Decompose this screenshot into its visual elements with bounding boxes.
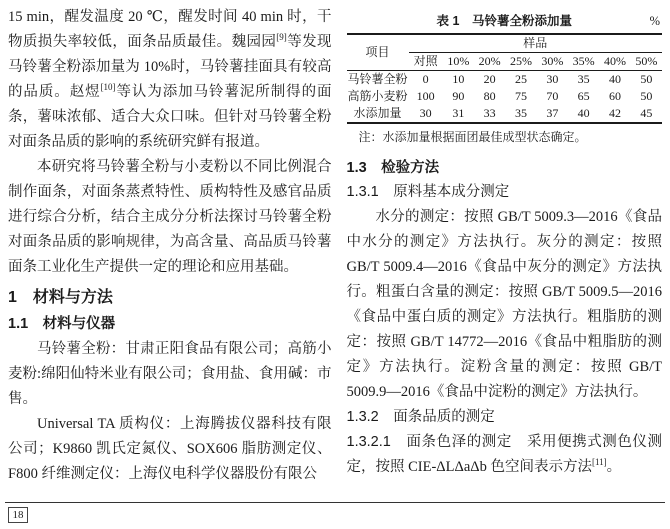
table-subheader: 50%: [631, 53, 662, 71]
table-subheader: 35%: [568, 53, 599, 71]
table-header-sample-group: 样品: [409, 34, 663, 53]
table-cell: 60: [608, 89, 621, 103]
section-heading-1-materials-methods: 1 材料与方法: [8, 289, 113, 306]
table-cell: 35: [505, 105, 536, 123]
table-cell: 42: [599, 105, 630, 123]
table-header-group-row: [347, 34, 663, 53]
table-cell: 75: [515, 89, 527, 103]
table-cell: 50: [640, 89, 653, 103]
row-label: 高筋小麦粉: [347, 89, 408, 103]
table-cell: 70: [546, 89, 559, 103]
table-cell: 45: [631, 105, 662, 123]
paragraph-composition-methods: 水分的测定：按照 GB/T 5009.3—2016《食品中水分的测定》方法执行。灰分的测定：按照 GB/T 5009.4—2016《食品中灰分的测定》方法执行。粗蛋白含量的测定：按照 GB/T 5009.5—2016《食品中蛋白质的测定》方法执行。粗脂肪的测定：按照 GB/T 14772—2016《食品中粗脂肪的测定》方法执行。淀粉含量的测定：按照 GB/T 5009.9—2016《食品中淀粉的测定》方法执行。: [346, 209, 662, 400]
table-header-item: 项目: [347, 34, 409, 71]
table-cell: 100: [416, 89, 435, 103]
table-cell: 10: [452, 72, 465, 86]
table-cell: 90: [452, 89, 465, 103]
paragraph-color-measurement: 1.3.2.1 面条色泽的测定 采用便携式测色仪测定，按照 CIE-ΔLΔaΔb 色空间表示方法[11]。: [346, 434, 662, 475]
left-column: [8, 5, 332, 487]
table-cell: 40: [608, 72, 621, 86]
table-cell: 31: [443, 105, 474, 123]
two-column-layout: [8, 5, 662, 487]
table-cell: 30: [546, 72, 559, 86]
table-cell: 65: [577, 89, 590, 103]
table-cell: 33: [474, 105, 505, 123]
section-heading-1-3-test-methods: 1.3 检验方法: [346, 160, 440, 176]
table-subheader: 40%: [599, 53, 630, 71]
table-note: 注：水添加量根据面团最佳成型状态确定。: [358, 130, 587, 144]
table-cell: 20: [483, 72, 496, 86]
table-cell: 0: [422, 72, 429, 86]
table-subheader: 25%: [505, 53, 536, 71]
table-cell: 40: [568, 105, 599, 123]
section-heading-1-3-2-noodle-quality: 1.3.2 面条品质的测定: [346, 409, 495, 425]
table-subheader: 20%: [474, 53, 505, 71]
row-label: 马铃薯全粉: [347, 72, 408, 86]
right-column: [347, 5, 663, 487]
page-number: 18: [8, 507, 28, 523]
row-label: 水添加量: [347, 105, 409, 123]
table-cell: 25: [515, 72, 527, 86]
paragraph-materials: 马铃薯全粉：甘肃正阳食品有限公司；高筋小麦粉:绵阳仙特米业有限公司；食用盐、食用碱：市售。: [8, 341, 332, 407]
table-cell: 30: [409, 105, 443, 123]
table-cell: 35: [577, 72, 590, 86]
table-subheader: 30%: [537, 53, 568, 71]
table-subheader: 对照: [409, 53, 443, 71]
paragraph-intro-continued: 15 min，醒发温度 20 ℃，醒发时间 40 min 时，干物质损失率较低，面条品质最佳。魏园园[9]等发现马铃薯全粉添加量为 10%时，马铃薯挂面具有较高的品质。赵煜[10]等认为添加马铃薯泥所制得的面条，薯味浓郁、适合大众口味。但针对马铃薯全粉对面条品质的影响的系统研究鲜有报道。: [8, 9, 332, 150]
table-title-row: [347, 13, 663, 29]
table-row: [347, 88, 663, 105]
footer-rule: [5, 502, 665, 503]
table-cell: 37: [537, 105, 568, 123]
table-1-potato-flour-addition: [347, 13, 663, 145]
table-title: 表 1 马铃薯全粉添加量: [436, 14, 572, 28]
paragraph-study-purpose: 本研究将马铃薯全粉与小麦粉以不同比例混合制作面条，对面条蒸煮特性、质构特性及感官品质进行综合分析，结合主成分分析法探讨马铃薯全粉对面条品质的影响规律，为高含量、高品质马铃薯面条工业化生产提供一定的理论和应用基础。: [8, 159, 332, 275]
table-row: [347, 71, 663, 89]
table-row: [347, 105, 663, 123]
table-cell: 80: [483, 89, 496, 103]
table-cell: 50: [640, 72, 653, 86]
section-heading-1-3-1-basic-composition: 1.3.1 原料基本成分测定: [346, 184, 510, 200]
section-heading-1-1-materials-instruments: 1.1 材料与仪器: [8, 316, 116, 332]
table-unit: %: [649, 14, 660, 28]
paragraph-instruments: Universal TA 质构仪：上海腾拔仪器科技有限公司；K9860 凯氏定氮仪、SOX606 脂肪测定仪、F800 纤维测定仪：上海仪电科学仪器股份有限公: [8, 416, 332, 482]
table-subheader: 10%: [443, 53, 474, 71]
table-1: [347, 33, 663, 124]
